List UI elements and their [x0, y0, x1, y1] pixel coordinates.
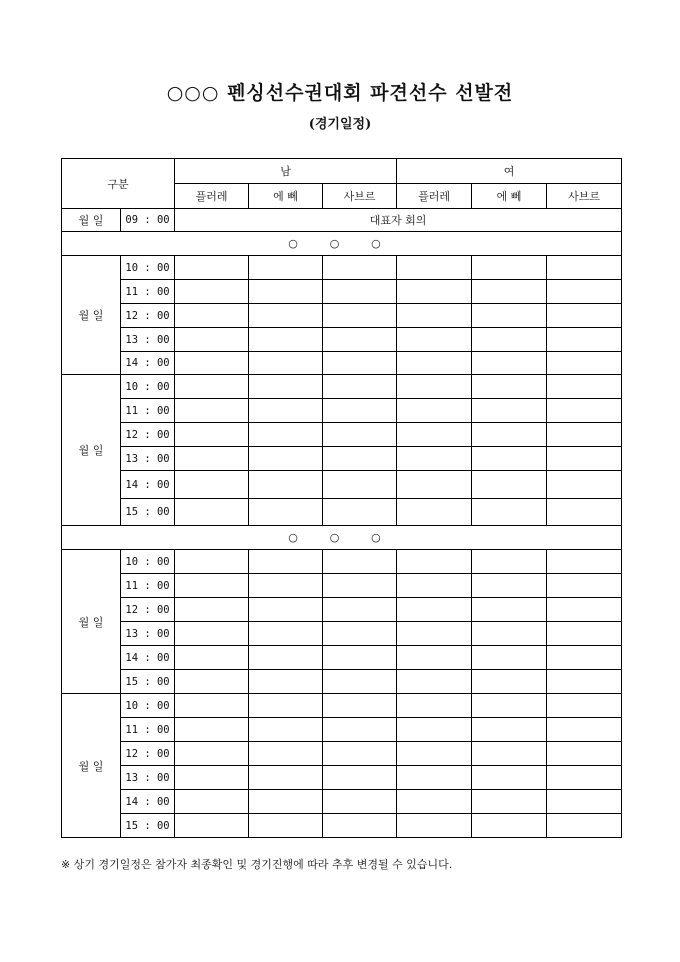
schedule-cell: [397, 447, 472, 471]
schedule-cell: [397, 598, 472, 622]
day-label: 월 일: [62, 694, 121, 838]
schedule-cell: [323, 550, 397, 574]
schedule-cell: [323, 790, 397, 814]
time-slot: 14 : 00: [121, 646, 175, 670]
schedule-cell: [472, 646, 547, 670]
time-slot: 10 : 00: [121, 694, 175, 718]
schedule-table: [61, 158, 622, 838]
schedule-cell: [323, 814, 397, 838]
schedule-cell: [547, 550, 622, 574]
schedule-cell: [547, 399, 622, 423]
schedule-row: [62, 790, 622, 814]
meeting-date: 월 일: [62, 209, 121, 232]
schedule-cell: [547, 352, 622, 375]
schedule-cell: [249, 399, 323, 423]
schedule-cell: [175, 718, 249, 742]
schedule-row: [62, 447, 622, 471]
schedule-cell: [323, 694, 397, 718]
schedule-cell: [547, 471, 622, 499]
schedule-row: [62, 670, 622, 694]
schedule-cell: [323, 622, 397, 646]
time-slot: 11 : 00: [121, 574, 175, 598]
schedule-cell: [323, 598, 397, 622]
schedule-cell: [547, 499, 622, 526]
schedule-cell: [397, 742, 472, 766]
separator: ○ ○ ○: [62, 232, 622, 256]
schedule-cell: [397, 790, 472, 814]
separator: ○ ○ ○: [62, 526, 622, 550]
schedule-cell: [547, 280, 622, 304]
schedule-cell: [397, 423, 472, 447]
schedule-cell: [547, 622, 622, 646]
schedule-cell: [472, 280, 547, 304]
schedule-cell: [547, 718, 622, 742]
schedule-cell: [175, 550, 249, 574]
day-label: 월 일: [62, 550, 121, 694]
schedule-cell: [323, 280, 397, 304]
schedule-cell: [472, 423, 547, 447]
schedule-cell: [397, 399, 472, 423]
schedule-cell: [547, 256, 622, 280]
schedule-cell: [323, 447, 397, 471]
header-female: 여: [397, 159, 622, 184]
schedule-cell: [397, 375, 472, 399]
schedule-row: [62, 814, 622, 838]
schedule-row: [62, 574, 622, 598]
schedule-cell: [323, 399, 397, 423]
schedule-cell: [323, 742, 397, 766]
header-weapon: 플러레: [397, 184, 472, 209]
time-slot: 14 : 00: [121, 471, 175, 499]
schedule-cell: [397, 814, 472, 838]
schedule-cell: [547, 328, 622, 352]
schedule-cell: [249, 598, 323, 622]
schedule-row: [62, 742, 622, 766]
schedule-cell: [249, 814, 323, 838]
schedule-cell: [547, 574, 622, 598]
schedule-cell: [547, 304, 622, 328]
schedule-cell: [472, 790, 547, 814]
schedule-cell: [249, 622, 323, 646]
schedule-cell: [175, 742, 249, 766]
schedule-cell: [547, 423, 622, 447]
schedule-cell: [323, 718, 397, 742]
schedule-cell: [472, 574, 547, 598]
schedule-cell: [249, 447, 323, 471]
schedule-cell: [249, 471, 323, 499]
schedule-row: [62, 280, 622, 304]
schedule-cell: [323, 499, 397, 526]
schedule-cell: [249, 256, 323, 280]
header-weapon: 에 뻬: [249, 184, 323, 209]
time-slot: 10 : 00: [121, 550, 175, 574]
schedule-row: [62, 256, 622, 280]
schedule-cell: [175, 790, 249, 814]
schedule-cell: [175, 646, 249, 670]
schedule-cell: [323, 471, 397, 499]
time-slot: 11 : 00: [121, 399, 175, 423]
schedule-cell: [249, 766, 323, 790]
schedule-cell: [472, 256, 547, 280]
schedule-cell: [175, 598, 249, 622]
schedule-cell: [323, 646, 397, 670]
schedule-cell: [175, 574, 249, 598]
schedule-cell: [397, 304, 472, 328]
meeting-row: [62, 209, 622, 232]
schedule-cell: [175, 670, 249, 694]
schedule-cell: [547, 375, 622, 399]
schedule-row: [62, 718, 622, 742]
schedule-row: [62, 399, 622, 423]
page-title: ○○○ 펜싱선수권대회 파견선수 선발전: [166, 82, 514, 104]
schedule-cell: [175, 471, 249, 499]
schedule-cell: [249, 499, 323, 526]
time-slot: 13 : 00: [121, 447, 175, 471]
schedule-cell: [249, 304, 323, 328]
header-weapon: 사브르: [323, 184, 397, 209]
page-subtitle: (경기일정): [308, 117, 372, 132]
schedule-row: [62, 375, 622, 399]
schedule-cell: [472, 375, 547, 399]
schedule-cell: [472, 718, 547, 742]
schedule-cell: [175, 328, 249, 352]
schedule-cell: [323, 375, 397, 399]
schedule-cell: [323, 423, 397, 447]
schedule-cell: [472, 304, 547, 328]
day-label: 월 일: [62, 256, 121, 375]
schedule-cell: [175, 814, 249, 838]
schedule-cell: [397, 766, 472, 790]
schedule-cell: [547, 814, 622, 838]
time-slot: 13 : 00: [121, 766, 175, 790]
schedule-cell: [472, 471, 547, 499]
schedule-cell: [472, 742, 547, 766]
schedule-row: [62, 646, 622, 670]
header-weapon: 플러레: [175, 184, 249, 209]
schedule-row: [62, 328, 622, 352]
schedule-cell: [397, 622, 472, 646]
schedule-cell: [472, 499, 547, 526]
day-label: 월 일: [62, 375, 121, 526]
schedule-cell: [323, 574, 397, 598]
header-row-gender: [62, 159, 622, 184]
schedule-cell: [175, 352, 249, 375]
schedule-cell: [472, 694, 547, 718]
schedule-row: [62, 766, 622, 790]
meeting-label: 대표자 회의: [175, 209, 622, 232]
schedule-cell: [397, 718, 472, 742]
schedule-cell: [397, 670, 472, 694]
schedule-cell: [249, 718, 323, 742]
schedule-cell: [323, 256, 397, 280]
schedule-cell: [249, 670, 323, 694]
schedule-cell: [547, 694, 622, 718]
header-weapon: 에 뻬: [472, 184, 547, 209]
time-slot: 12 : 00: [121, 423, 175, 447]
schedule-cell: [249, 790, 323, 814]
schedule-cell: [323, 670, 397, 694]
schedule-cell: [547, 742, 622, 766]
time-slot: 13 : 00: [121, 622, 175, 646]
schedule-row: [62, 304, 622, 328]
schedule-row: [62, 694, 622, 718]
schedule-cell: [249, 328, 323, 352]
schedule-cell: [397, 280, 472, 304]
separator-row: [62, 526, 622, 550]
schedule-cell: [397, 352, 472, 375]
schedule-cell: [397, 499, 472, 526]
schedule-cell: [175, 256, 249, 280]
schedule-cell: [175, 499, 249, 526]
schedule-cell: [323, 352, 397, 375]
time-slot: 15 : 00: [121, 814, 175, 838]
schedule-cell: [547, 598, 622, 622]
schedule-cell: [472, 447, 547, 471]
schedule-row: [62, 622, 622, 646]
schedule-row: [62, 471, 622, 499]
schedule-cell: [547, 766, 622, 790]
schedule-cell: [397, 574, 472, 598]
schedule-cell: [249, 646, 323, 670]
schedule-cell: [397, 471, 472, 499]
schedule-cell: [472, 622, 547, 646]
time-slot: 11 : 00: [121, 280, 175, 304]
schedule-cell: [249, 742, 323, 766]
schedule-cell: [472, 550, 547, 574]
schedule-cell: [472, 670, 547, 694]
time-slot: 15 : 00: [121, 499, 175, 526]
header-weapon: 사브르: [547, 184, 622, 209]
schedule-cell: [175, 304, 249, 328]
schedule-cell: [397, 328, 472, 352]
schedule-cell: [175, 694, 249, 718]
schedule-cell: [249, 280, 323, 304]
schedule-cell: [472, 328, 547, 352]
schedule-cell: [397, 550, 472, 574]
schedule-row: [62, 499, 622, 526]
schedule-cell: [249, 352, 323, 375]
schedule-cell: [175, 280, 249, 304]
schedule-cell: [175, 622, 249, 646]
schedule-cell: [472, 766, 547, 790]
schedule-cell: [249, 423, 323, 447]
schedule-cell: [323, 766, 397, 790]
time-slot: 13 : 00: [121, 328, 175, 352]
schedule-cell: [323, 328, 397, 352]
time-slot: 12 : 00: [121, 304, 175, 328]
schedule-cell: [249, 550, 323, 574]
schedule-cell: [397, 256, 472, 280]
schedule-cell: [249, 574, 323, 598]
footnote: ※ 상기 경기일정은 참가자 최종확인 및 경기진행에 따라 추후 변경될 수 있습니다.: [61, 858, 453, 871]
time-slot: 14 : 00: [121, 352, 175, 375]
schedule-cell: [175, 423, 249, 447]
schedule-cell: [175, 399, 249, 423]
time-slot: 11 : 00: [121, 718, 175, 742]
schedule-cell: [547, 447, 622, 471]
schedule-cell: [175, 447, 249, 471]
schedule-row: [62, 598, 622, 622]
schedule-row: [62, 423, 622, 447]
schedule-cell: [175, 766, 249, 790]
separator-row: [62, 232, 622, 256]
time-slot: 12 : 00: [121, 598, 175, 622]
time-slot: 10 : 00: [121, 256, 175, 280]
schedule-cell: [175, 375, 249, 399]
header-male: 남: [175, 159, 397, 184]
schedule-cell: [472, 598, 547, 622]
time-slot: 14 : 00: [121, 790, 175, 814]
schedule-cell: [472, 399, 547, 423]
time-slot: 10 : 00: [121, 375, 175, 399]
schedule-row: [62, 550, 622, 574]
header-gubun: 구분: [62, 159, 175, 209]
schedule-cell: [249, 375, 323, 399]
schedule-cell: [397, 694, 472, 718]
time-slot: 15 : 00: [121, 670, 175, 694]
schedule-cell: [547, 646, 622, 670]
schedule-cell: [397, 646, 472, 670]
meeting-time: 09 : 00: [121, 209, 175, 232]
schedule-cell: [547, 790, 622, 814]
time-slot: 12 : 00: [121, 742, 175, 766]
schedule-cell: [547, 670, 622, 694]
schedule-row: [62, 352, 622, 375]
schedule-cell: [472, 814, 547, 838]
schedule-cell: [249, 694, 323, 718]
schedule-cell: [472, 352, 547, 375]
schedule-cell: [323, 304, 397, 328]
